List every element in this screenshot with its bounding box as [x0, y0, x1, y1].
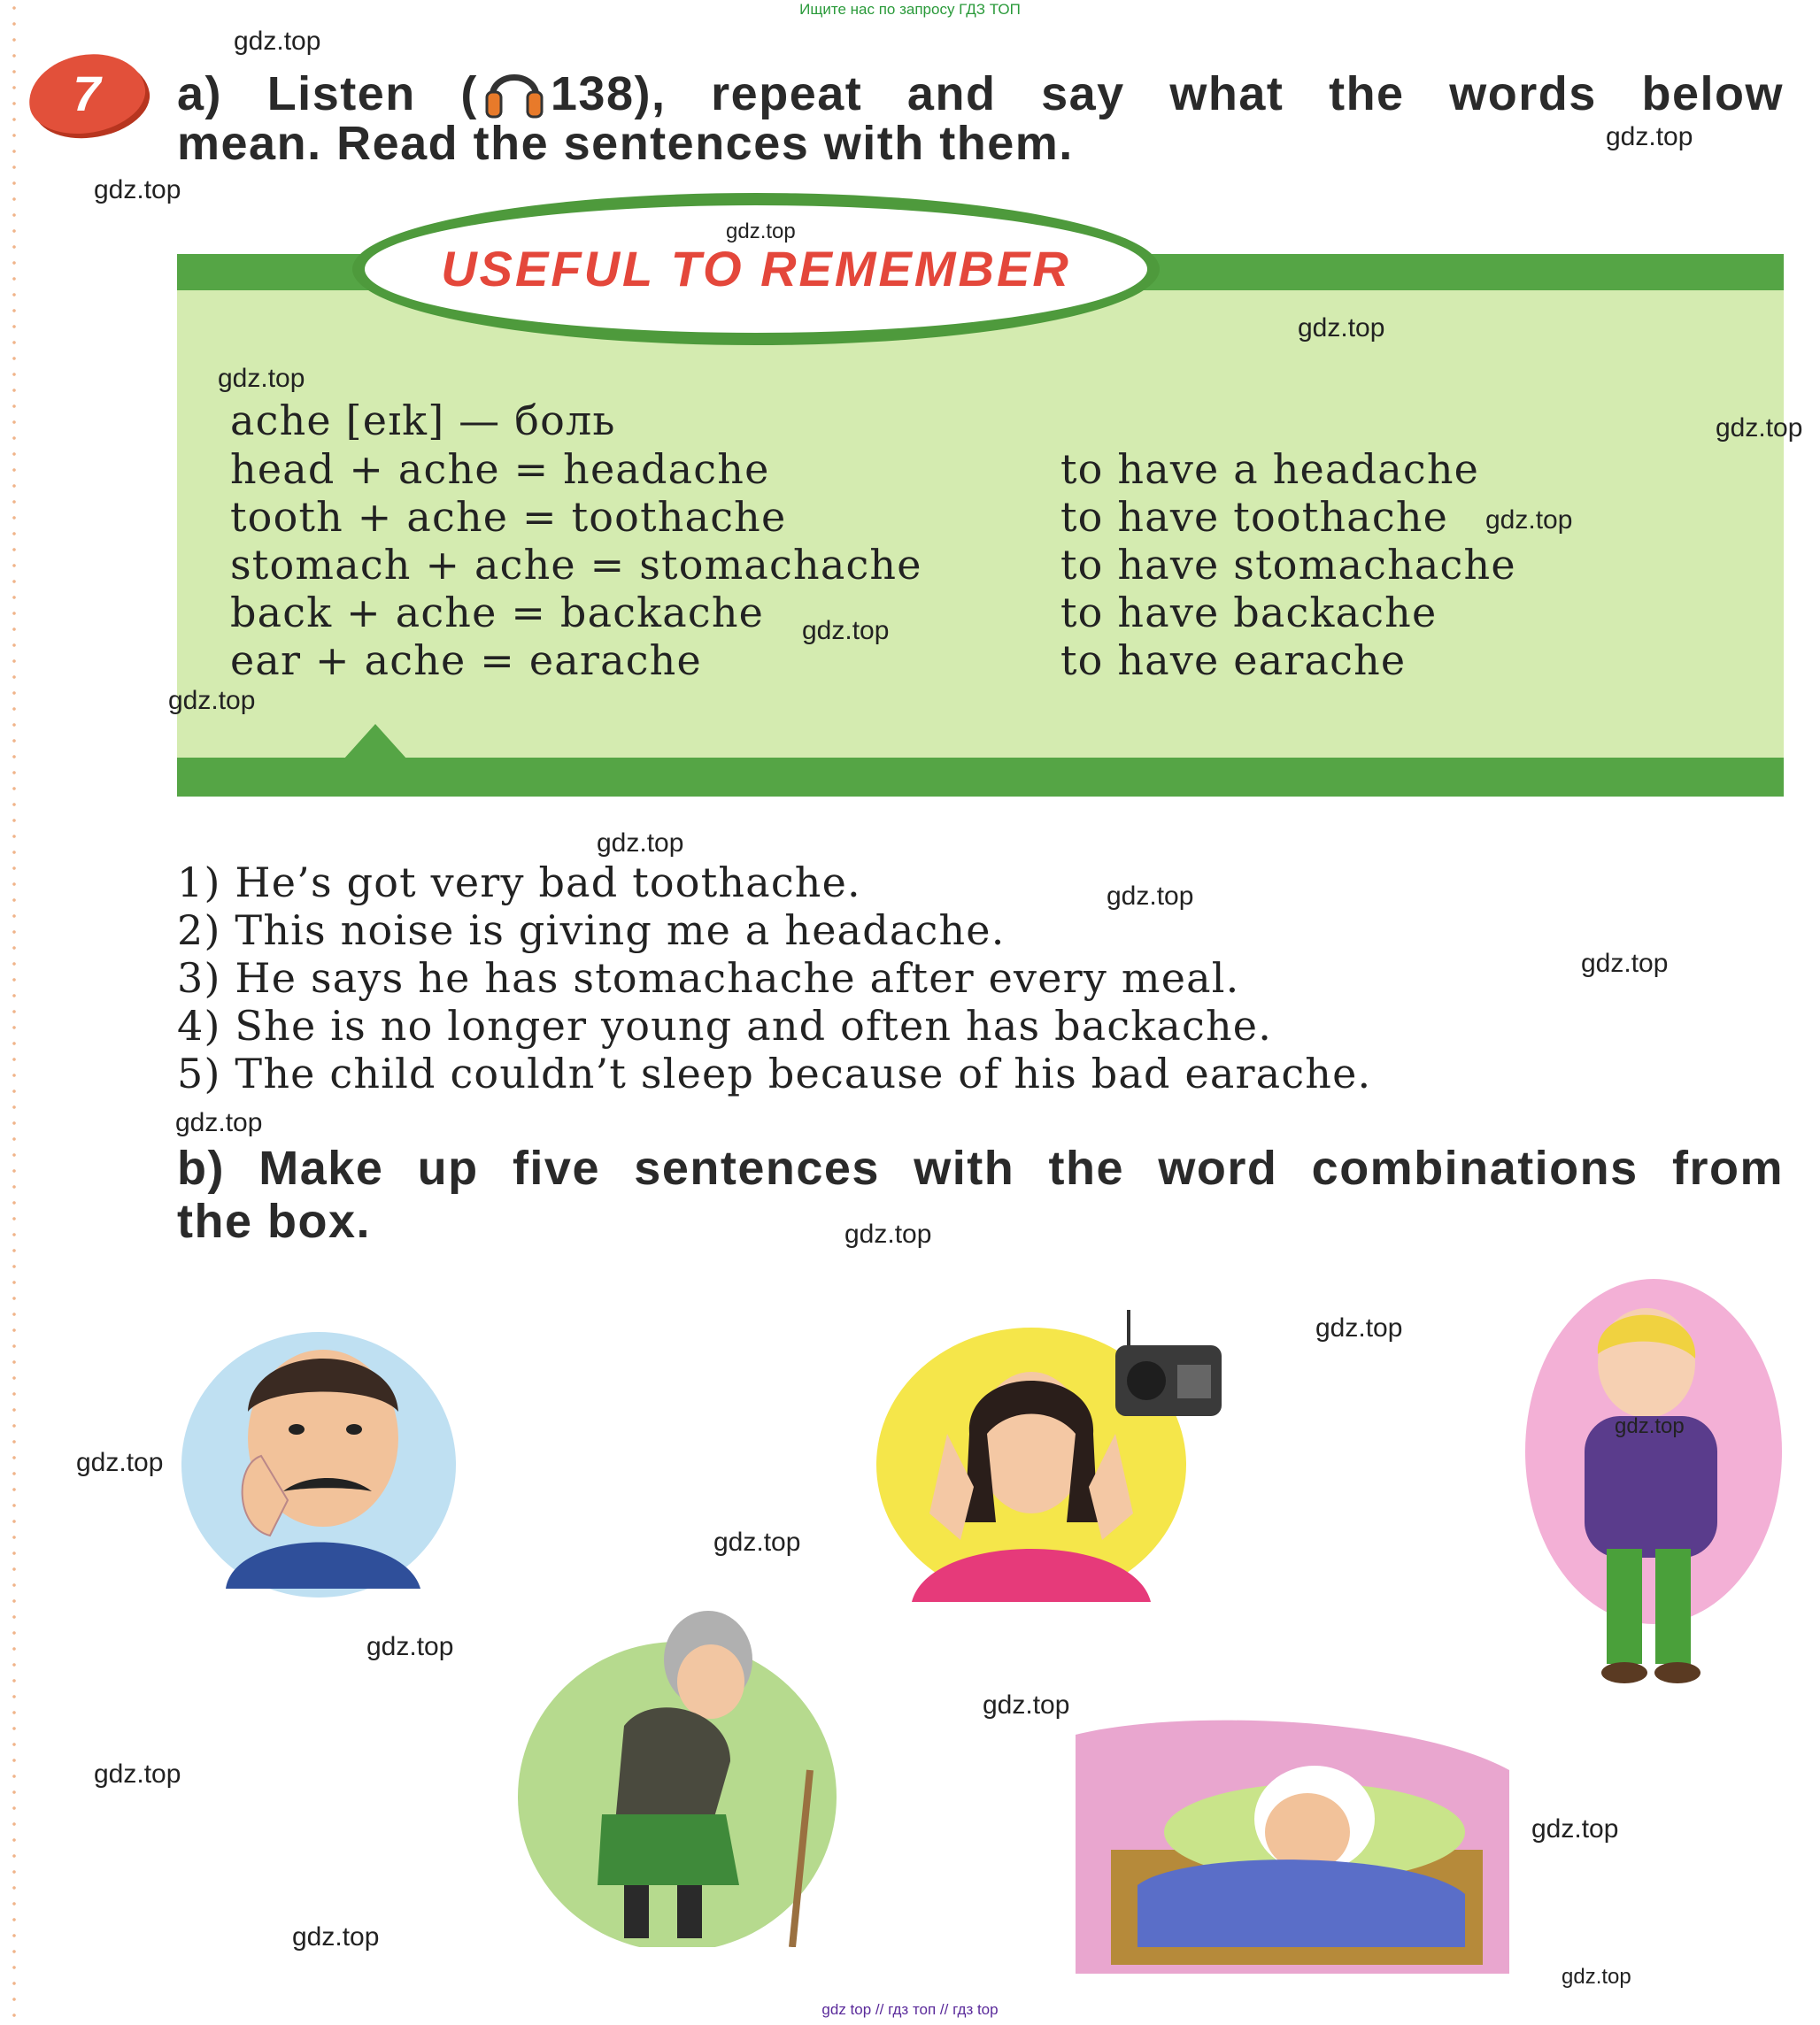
watermark: gdz.top: [94, 1759, 181, 1789]
watermark: gdz.top: [844, 1220, 932, 1249]
box-bottom-bar: [177, 758, 1784, 797]
headphones-icon: [483, 62, 545, 119]
watermark: gdz.top: [292, 1922, 380, 1952]
part-a-text-after: 138), repeat and say what the words below: [550, 67, 1784, 120]
watermark: gdz.top: [366, 1632, 454, 1661]
watermark: gdz.top: [94, 175, 181, 204]
watermark: gdz.top: [1107, 882, 1194, 911]
watermark: gdz.top: [218, 364, 305, 393]
watermark: gdz.top: [1298, 313, 1385, 343]
part-b-instruction-line1: b) Make up five sentences with the word combinations from: [177, 1142, 1784, 1195]
compound-right-1: to have a headache: [1060, 445, 1480, 493]
watermark: gdz.top: [713, 1528, 801, 1557]
compound-left-2: tooth + ache = toothache: [230, 493, 787, 541]
watermark: gdz.top: [597, 828, 684, 858]
compound-right-5: to have earache: [1060, 636, 1407, 684]
watermark: gdz.top: [802, 616, 890, 645]
part-a-instruction-line2: mean. Read the sentences with them.: [177, 117, 1074, 170]
compound-left-3: stomach + ache = stomachache: [230, 541, 922, 589]
watermark: gdz.top: [1581, 949, 1669, 978]
watermark: gdz.top: [1531, 1814, 1619, 1844]
compound-left-1: head + ache = headache: [230, 445, 770, 493]
compound-right-4: to have backache: [1060, 589, 1438, 636]
watermark: gdz.top: [1716, 413, 1803, 443]
part-a-instruction-line1: [177, 62, 1784, 122]
top-banner: Ищите нас по запросу ГДЗ ТОП: [799, 1, 1021, 18]
headache-woman-illustration: [876, 1310, 1257, 1611]
sentence-1: 1) He’s got very bad toothache.: [177, 859, 861, 906]
compound-left-5: ear + ache = earache: [230, 636, 702, 684]
sentence-2: 2) This noise is giving me a headache.: [177, 906, 1006, 954]
earache-child-illustration: [1076, 1717, 1509, 1974]
part-b-instruction-line2: the box.: [177, 1195, 372, 1248]
sentence-4: 4) She is no longer young and often has backache.: [177, 1002, 1273, 1050]
watermark: gdz.top: [1615, 1414, 1685, 1438]
stomachache-boy-illustration: [1523, 1274, 1784, 1690]
sentence-3: 3) He says he has stomachache after every meal.: [177, 954, 1240, 1002]
watermark: gdz.top: [76, 1448, 164, 1477]
watermark: gdz.top: [234, 27, 321, 56]
watermark: gdz.top: [726, 219, 796, 243]
watermark: gdz.top: [175, 1108, 263, 1137]
toothache-man-illustration: [173, 1323, 465, 1598]
footer-watermark: gdz top // гдз топ // гдз top: [821, 2001, 999, 2018]
task-number: 7: [73, 65, 101, 121]
watermark: gdz.top: [1562, 1965, 1631, 1989]
box-title: USEFUL TO REMEMBER: [441, 241, 1071, 296]
sentence-5: 5) The child couldn’t sleep because of his bad earache.: [177, 1050, 1372, 1097]
backache-old-woman-illustration: [500, 1593, 850, 1947]
compound-right-2: to have toothache: [1060, 493, 1449, 541]
part-a-text-before: a) Listen (: [177, 67, 478, 120]
watermark: gdz.top: [168, 686, 256, 715]
watermark: gdz.top: [1485, 505, 1573, 535]
page-margin-dots: [12, 0, 16, 2025]
ache-definition: ache [eɪk] — боль: [230, 397, 616, 444]
compound-right-3: to have stomachache: [1060, 541, 1516, 589]
watermark: gdz.top: [1315, 1313, 1403, 1343]
box-pointer: [343, 724, 407, 759]
watermark: gdz.top: [1606, 122, 1693, 151]
watermark: gdz.top: [983, 1690, 1070, 1720]
compound-left-4: back + ache = backache: [230, 589, 765, 636]
